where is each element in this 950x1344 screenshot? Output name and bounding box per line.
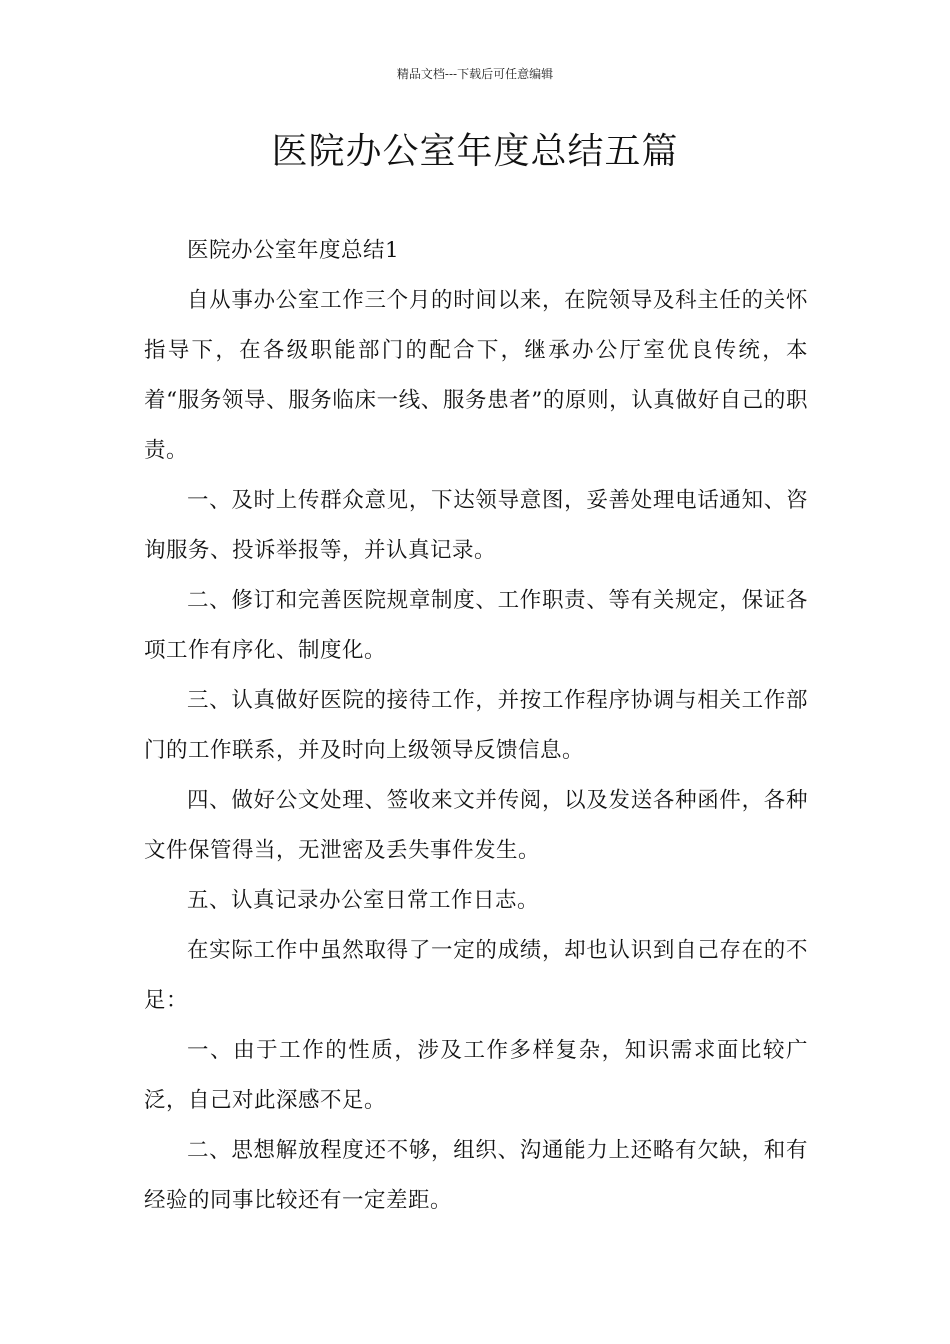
section-heading: 医院办公室年度总结1 [187,238,400,263]
paragraph: 一、由于工作的性质，涉及工作多样复杂，知识需求面比较广泛，自己对此深感不足。 [144,1038,808,1113]
paragraph: 一、及时上传群众意见，下达领导意图，妥善处理电话通知、咨询服务、投诉举报等，并认真记录。 [144,488,808,563]
paragraph: 二、思想解放程度还不够，组织、沟通能力上还略有欠缺，和有经验的同事比较还有一定差距。 [144,1138,808,1213]
document-body [144,226,808,1226]
paragraph: 在实际工作中虽然取得了一定的成绩，却也认识到自己存在的不足： [144,938,808,1013]
document-title: 医院办公室年度总结五篇 [271,131,679,172]
paragraph: 三、认真做好医院的接待工作，并按工作程序协调与相关工作部门的工作联系，并及时向上级领导反馈信息。 [144,688,808,763]
paragraph: 五、认真记录办公室日常工作日志。 [187,888,540,913]
paragraph: 四、做好公文处理、签收来文并传阅，以及发送各种函件，各种文件保管得当，无泄密及丢失事件发生。 [144,788,808,863]
header-note: 精品文档---下载后可任意编辑 [396,67,554,81]
paragraph: 自从事办公室工作三个月的时间以来，在院领导及科主任的关怀指导下，在各级职能部门的配合下，继承办公厅室优良传统，本着“服务领导、服务临床一线、服务患者”的原则，认真做好自己的职责。 [144,288,808,463]
paragraph: 二、修订和完善医院规章制度、工作职责、等有关规定，保证各项工作有序化、制度化。 [144,588,808,663]
